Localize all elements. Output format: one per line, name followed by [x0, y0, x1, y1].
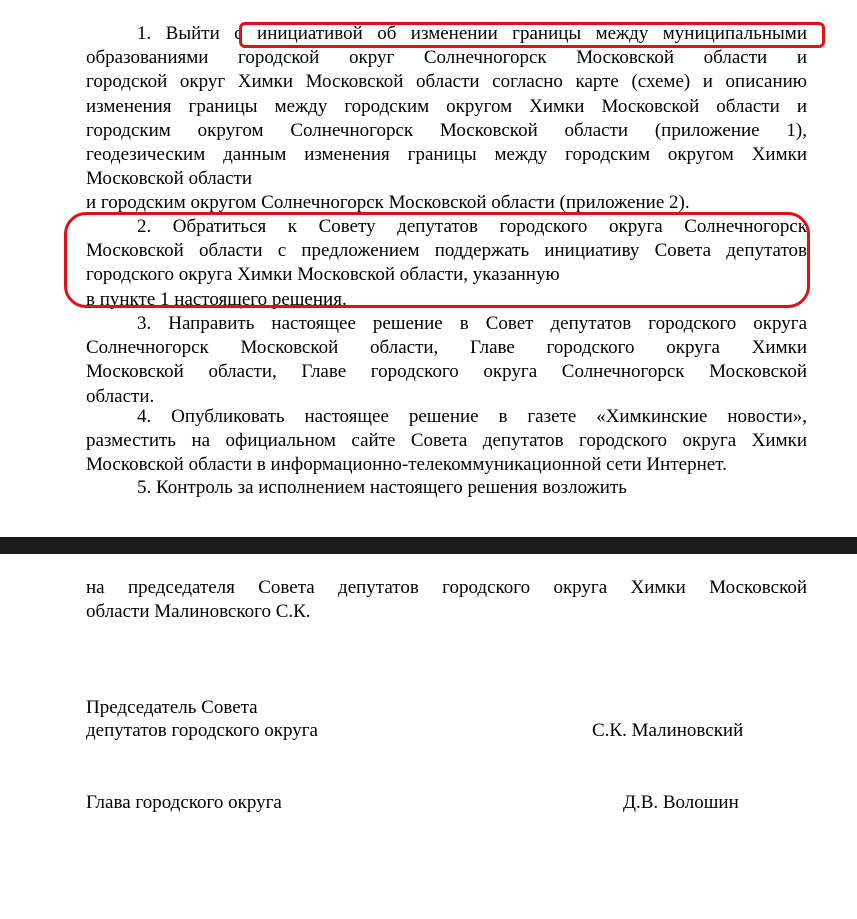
paragraph-1 [86, 22, 807, 216]
paragraph-line: Московской области в информационно-телекоммуникационной сети Интернет. [86, 454, 727, 476]
paragraph-line: области Малиновского С.К. [86, 601, 311, 623]
paragraph-line: городским округом Солнечногорск Московской области (приложение 1), [86, 119, 807, 141]
paragraph-line: области. [86, 385, 155, 407]
paragraph-line: в пункте 1 настоящего решения. [86, 288, 347, 310]
paragraph-line: Московской области с предложением поддержать инициативу Совета депутатов [86, 240, 807, 262]
paragraph-line: Московской области, Главе городского округа Солнечногорск Московской [86, 361, 807, 383]
paragraph-line: на председателя Совета депутатов городского округа Химки Московской [86, 577, 807, 598]
page-break-divider [0, 537, 857, 554]
continuation-paragraph [86, 576, 807, 624]
paragraph-4 [86, 405, 807, 478]
paragraph-line: образованиями городской округ Солнечногорск Московской области и [86, 47, 807, 69]
paragraph-line: геодезическим данным изменения границы между городским округом Химки [86, 143, 807, 165]
paragraph-line: 2. Обратиться к Совету депутатов городского округа Солнечногорск [137, 216, 807, 237]
paragraph-line: городской округ Химки Московской области согласно карте (схеме) и описанию [86, 71, 807, 93]
signature-1-position-line-1: Председатель Совета [86, 697, 258, 718]
paragraph-5 [86, 476, 807, 500]
paragraph-2 [86, 215, 807, 312]
paragraph-line: городского округа Химки Московской области, указанную [86, 264, 560, 286]
signature-1-position-line-2: депутатов городского округа [86, 720, 318, 741]
paragraph-line: 4. Опубликовать настоящее решение в газете «Химкинские новости», [137, 406, 807, 427]
signature-1-name: С.К. Малиновский [592, 720, 744, 741]
paragraph-line: 1. Выйти с инициативой об изменении границы между муниципальными [137, 23, 807, 44]
paragraph-line: разместить на официальном сайте Совета депутатов городского округа Химки [86, 430, 807, 452]
paragraph-line: 5. Контроль за исполнением настоящего решения возложить [137, 477, 627, 498]
paragraph-3 [86, 312, 807, 409]
paragraph-line: и городским округом Солнечногорск Московской области (приложение 2). [86, 192, 690, 214]
signature-2-name: Д.В. Волошин [623, 792, 739, 813]
paragraph-line: Московской области [86, 168, 253, 190]
paragraph-line: Солнечногорск Московской области, Главе городского округа Химки [86, 337, 807, 359]
paragraph-line: 3. Направить настоящее решение в Совет депутатов городского округа [137, 313, 807, 334]
signature-2-position-line-1: Глава городского округа [86, 792, 282, 813]
paragraph-line: изменения границы между городским округом Химки Московской области и [86, 95, 807, 117]
